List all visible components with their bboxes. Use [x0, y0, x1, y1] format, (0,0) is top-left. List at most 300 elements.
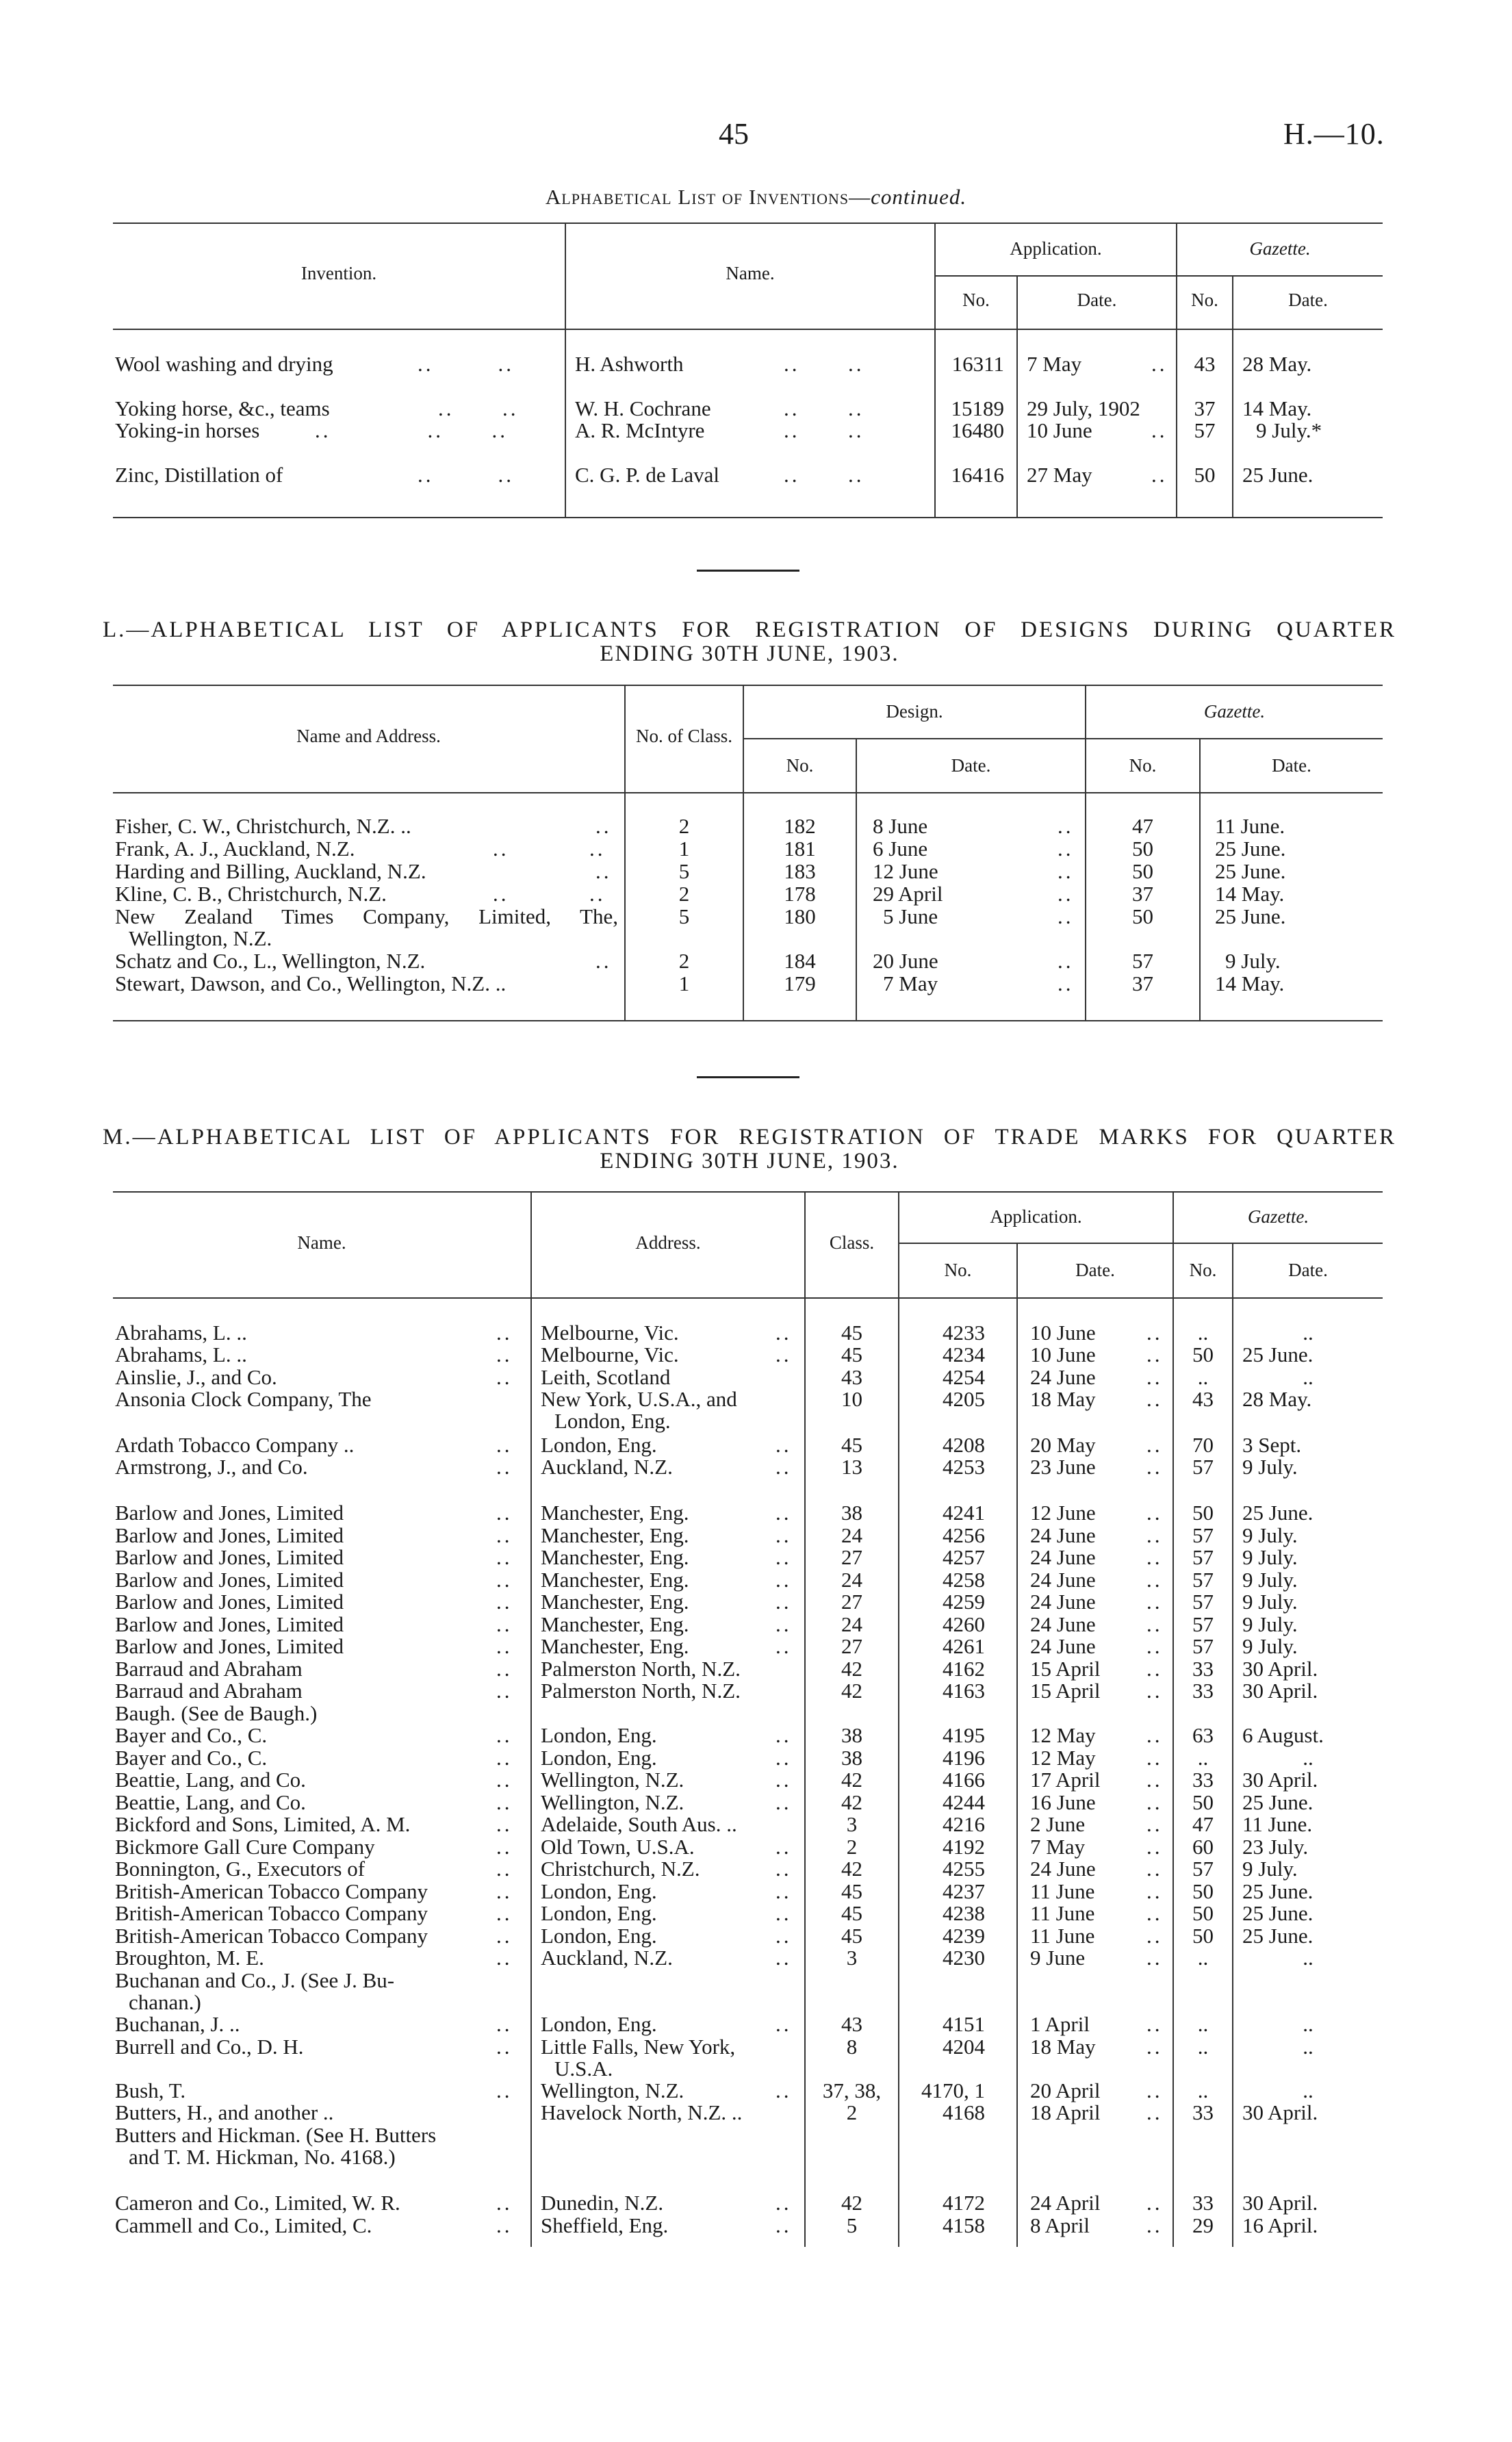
gaz-date-cell: .. — [1303, 2012, 1314, 2036]
app-date-cell: 8 April — [1030, 2213, 1090, 2237]
app-no-cell: 4195 — [943, 1723, 985, 1747]
designs-section-title: L.—ALPHABETICAL LIST OF APPLICANTS FOR REGISTRATION OF DESIGNS DURING QUARTER — [103, 618, 1396, 642]
app-date-cell: 24 June — [1030, 1545, 1096, 1569]
class-cell: 27 — [841, 1590, 862, 1614]
class-cell: 13 — [841, 1455, 862, 1479]
app-no-cell: 16480 — [951, 418, 1004, 442]
app-date-cell: 10 June — [1030, 1321, 1096, 1345]
header-name-address: Name and Address. — [296, 726, 441, 746]
class-cell: 10 — [841, 1387, 862, 1411]
leader-dots: .. — [776, 1857, 792, 1881]
class-cell: 43 — [841, 1365, 862, 1389]
leader-dots: .. — [776, 1924, 792, 1948]
gaz-no-cell: .. — [1197, 2078, 1209, 2102]
name-cell: Butters, H., and another .. — [115, 2100, 334, 2124]
invention-cell: Zinc, Distillation of — [115, 463, 283, 487]
gaz-no-cell: 57 — [1192, 1612, 1214, 1636]
gaz-date-cell: 3 Sept. — [1242, 1433, 1302, 1457]
address-cell: London, Eng. — [541, 1746, 657, 1770]
address-cell-continued: U.S.A. — [554, 2057, 613, 2081]
app-date-cell: 17 April — [1030, 1768, 1101, 1792]
gaz-no-cell: 50 — [1192, 1901, 1214, 1925]
app-date-cell: 24 June — [1030, 1612, 1096, 1636]
class-cell: 2 — [678, 882, 690, 906]
gaz-no-cell: 57 — [1192, 1857, 1214, 1881]
name-cell: W. H. Cochrane — [575, 396, 711, 420]
leader-dots: .. — [776, 2012, 792, 2036]
app-date-cell: 20 May — [1030, 1433, 1096, 1457]
app-no-cell: 4168 — [943, 2100, 985, 2124]
header-gaz-date: Date. — [1288, 290, 1328, 310]
leader-dots: .. — [776, 1768, 792, 1792]
leader-dots: .. — [776, 2213, 792, 2237]
gaz-no-cell: 57 — [1192, 1590, 1214, 1614]
name-cell: Buchanan, J. .. — [115, 2012, 240, 2036]
gaz-no-cell: 37 — [1194, 396, 1216, 420]
app-date-cell: 10 June — [1027, 418, 1092, 442]
header-class: Class. — [829, 1232, 875, 1253]
app-date-cell: 24 June — [1030, 1523, 1096, 1547]
name-cell: H. Ashworth — [575, 352, 684, 376]
class-cell: 2 — [678, 949, 690, 973]
gaz-no-cell: .. — [1197, 2035, 1209, 2059]
leader-dots: .. — [1146, 1679, 1163, 1703]
gaz-date-cell: .. — [1303, 1946, 1314, 1970]
leader-dots: .. — [496, 1879, 513, 1903]
gaz-date-cell: 25 June. — [1242, 1901, 1314, 1925]
class-cell: 42 — [841, 1679, 862, 1703]
page-title — [0, 185, 1512, 209]
class-cell: 24 — [841, 1568, 862, 1592]
address-cell: Havelock North, N.Z. .. — [541, 2100, 743, 2124]
app-no-cell: 4244 — [943, 1790, 985, 1814]
name-address-cell-continued: Wellington, N.Z. — [129, 926, 272, 950]
app-date-cell: 24 June — [1030, 1568, 1096, 1592]
name-cell: Broughton, M. E. — [115, 1946, 264, 1970]
leader-dots: .. — [776, 1835, 792, 1859]
leader-dots: .. — [1146, 2100, 1163, 2124]
app-no-cell: 4196 — [943, 1746, 985, 1770]
gaz-no-cell: 57 — [1194, 418, 1216, 442]
class-cell: 37, 38, — [822, 2078, 882, 2102]
leader-dots: .. — [496, 1901, 513, 1925]
name-cell-continued: chanan.) — [129, 1990, 201, 2014]
gaz-no-cell: 37 — [1132, 882, 1153, 906]
name-cell: Barlow and Jones, Limited — [115, 1590, 344, 1614]
leader-dots: .. — [776, 2078, 792, 2102]
gaz-date-cell: 9 July. — [1242, 1568, 1298, 1592]
leader-dots: .. — [496, 1768, 513, 1792]
leader-dots: .. — [1146, 1568, 1163, 1592]
leader-dots: .. — [1146, 1365, 1163, 1389]
app-date-cell: 24 June — [1030, 1634, 1096, 1658]
address-cell: Auckland, N.Z. — [541, 1455, 673, 1479]
leader-dots: .. — [496, 1946, 513, 1970]
leader-dots: .. — [776, 1523, 792, 1547]
class-cell: 45 — [841, 1321, 862, 1345]
header-application: Application. — [990, 1206, 1082, 1227]
app-no-cell: 4257 — [943, 1545, 985, 1569]
address-cell: Leith, Scotland — [541, 1365, 671, 1389]
design-no-cell: 183 — [784, 859, 816, 883]
app-date-cell: 7 May — [1030, 1835, 1086, 1859]
gaz-date-cell: 25 June. — [1242, 1790, 1314, 1814]
class-cell: 38 — [841, 1723, 862, 1747]
name-address-cell: Harding and Billing, Auckland, N.Z. — [115, 859, 426, 883]
leader-dots: .. — [1146, 2035, 1163, 2059]
leader-dots: .. — [496, 1545, 513, 1569]
gaz-no-cell: 50 — [1132, 859, 1153, 883]
leader-dots: .. — [1146, 1455, 1163, 1479]
leader-dots: .. — [1146, 1812, 1163, 1836]
leader-dots: .. — [1146, 2078, 1163, 2102]
app-date-cell: 24 June — [1030, 1857, 1096, 1881]
header-invention: Invention. — [300, 263, 377, 283]
name-address-cell: New Zealand Times Company, Limited, The, — [115, 904, 618, 928]
leader-dots: .. — [496, 1746, 513, 1770]
gaz-date-cell: 6 August. — [1242, 1723, 1324, 1747]
app-no-cell: 16311 — [951, 352, 1004, 376]
leader-dots: .. — [496, 1343, 513, 1366]
app-no-cell: 4253 — [943, 1455, 985, 1479]
address-cell: Auckland, N.Z. — [541, 1946, 673, 1970]
address-cell: London, Eng. — [541, 1879, 657, 1903]
design-no-cell: 182 — [784, 814, 816, 838]
app-no-cell: 4208 — [943, 1433, 985, 1457]
gaz-date-cell: 9 July. — [1242, 1634, 1298, 1658]
name-cell: Bickmore Gall Cure Company — [115, 1835, 375, 1859]
app-date-cell: 12 June — [1030, 1501, 1096, 1525]
name-cell: British-American Tobacco Company — [115, 1924, 428, 1948]
leader-dots: .. — [776, 1790, 792, 1814]
header-app-no: No. — [962, 290, 990, 310]
leader-dots: .. — [496, 1321, 513, 1345]
app-date-cell: 23 June — [1030, 1455, 1096, 1479]
trademarks-section-title: M.—ALPHABETICAL LIST OF APPLICANTS FOR REGISTRATION OF TRADE MARKS FOR QUARTER — [103, 1125, 1396, 1149]
address-cell: Manchester, Eng. — [541, 1612, 689, 1636]
design-date-cell: 5 June — [883, 904, 938, 928]
gaz-no-cell: 50 — [1132, 904, 1153, 928]
leader-dots: .. — [776, 1746, 792, 1770]
app-date-cell: 16 June — [1030, 1790, 1096, 1814]
leader-dots: .. — [776, 1321, 792, 1345]
invention-cell: Yoking-in horses — [115, 418, 260, 442]
header-name: Name. — [297, 1232, 346, 1253]
leader-dots: .. — [496, 1924, 513, 1948]
gaz-no-cell: 33 — [1192, 2191, 1214, 2215]
invention-cell: Wool washing and drying — [115, 352, 333, 376]
address-cell: Little Falls, New York, — [541, 2035, 736, 2059]
leader-dots: .. — [496, 1812, 513, 1836]
header-name: Name. — [726, 263, 775, 283]
trademarks-section-subtitle: ENDING 30TH JUNE, 1903. — [600, 1149, 899, 1173]
app-no-cell: 4205 — [943, 1387, 985, 1411]
gaz-no-cell: 43 — [1194, 352, 1216, 376]
class-cell: 45 — [841, 1879, 862, 1903]
gaz-date-cell: 16 April. — [1242, 2213, 1318, 2237]
leader-dots: .. — [1146, 1590, 1163, 1614]
gaz-no-cell: 33 — [1192, 1679, 1214, 1703]
header-application: Application. — [1010, 238, 1102, 259]
class-cell: 45 — [841, 1433, 862, 1457]
name-cell: Barlow and Jones, Limited — [115, 1523, 344, 1547]
leader-dots: .. — [496, 1433, 513, 1457]
gaz-date-cell: .. — [1303, 1365, 1314, 1389]
name-cell: Butters and Hickman. (See H. Butters — [115, 2123, 437, 2147]
name-cell: Barlow and Jones, Limited — [115, 1612, 344, 1636]
gaz-no-cell: 50 — [1192, 1343, 1214, 1366]
address-cell: Adelaide, South Aus. .. — [541, 1812, 737, 1836]
gaz-date-cell: 9 July.* — [1256, 418, 1322, 442]
app-no-cell: 4151 — [943, 2012, 985, 2036]
leader-dots: .. — [776, 2191, 792, 2215]
app-no-cell: 4260 — [943, 1612, 985, 1636]
address-cell-continued: London, Eng. — [554, 1409, 671, 1433]
name-cell: C. G. P. de Laval — [575, 463, 719, 487]
header-gazette: Gazette. — [1249, 238, 1311, 259]
header-gaz-no: No. — [1191, 290, 1218, 310]
name-cell-continued: and T. M. Hickman, No. 4168.) — [129, 2145, 396, 2169]
name-cell: Ansonia Clock Company, The — [115, 1387, 372, 1411]
leader-dots: .. — [1146, 1790, 1163, 1814]
name-cell: Ainslie, J., and Co. — [115, 1365, 277, 1389]
app-no-cell: 4158 — [943, 2213, 985, 2237]
name-cell: Abrahams, L. .. — [115, 1343, 247, 1366]
app-date-cell: 1 April — [1030, 2012, 1090, 2036]
gaz-date-cell: 23 July. — [1242, 1835, 1309, 1859]
app-date-cell: 11 June — [1030, 1901, 1095, 1925]
class-cell: 45 — [841, 1901, 862, 1925]
gaz-no-cell: 60 — [1192, 1835, 1214, 1859]
name-cell: Barraud and Abraham — [115, 1657, 303, 1681]
app-no-cell: 4258 — [943, 1568, 985, 1592]
gaz-no-cell: 70 — [1192, 1433, 1214, 1457]
gaz-date-cell: 14 May. — [1215, 882, 1285, 906]
gaz-no-cell: .. — [1197, 1946, 1209, 1970]
name-cell: Beattie, Lang, and Co. — [115, 1790, 306, 1814]
design-date-cell: 7 May — [883, 971, 938, 995]
name-cell: Bayer and Co., C. — [115, 1746, 268, 1770]
address-cell: Melbourne, Vic. — [541, 1321, 679, 1345]
class-cell: 3 — [846, 1812, 858, 1836]
leader-dots: .. — [496, 2035, 513, 2059]
gaz-date-cell: .. — [1303, 1321, 1314, 1345]
leader-dots: .. — [776, 1946, 792, 1970]
address-cell: London, Eng. — [541, 1924, 657, 1948]
header-app-date: Date. — [1075, 1260, 1115, 1280]
design-date-cell: 29 April — [873, 882, 943, 906]
class-cell: 27 — [841, 1545, 862, 1569]
leader-dots: .. — [1146, 2213, 1163, 2237]
leader-dots: .. — [776, 1455, 792, 1479]
leader-dots: .. — [1146, 1612, 1163, 1636]
name-cell: Bickford and Sons, Limited, A. M. — [115, 1812, 411, 1836]
class-cell: 42 — [841, 1857, 862, 1881]
gaz-date-cell: 30 April. — [1242, 1768, 1318, 1792]
name-cell: Barlow and Jones, Limited — [115, 1545, 344, 1569]
gaz-no-cell: 33 — [1192, 2100, 1214, 2124]
document-reference: H.—10. — [1283, 117, 1385, 151]
header-app-date: Date. — [1077, 290, 1117, 310]
leader-dots: .. — [776, 1501, 792, 1525]
name-cell: Barlow and Jones, Limited — [115, 1634, 344, 1658]
gaz-date-cell: 11 June. — [1242, 1812, 1313, 1836]
gaz-no-cell: 47 — [1192, 1812, 1214, 1836]
app-no-cell: 4163 — [943, 1679, 985, 1703]
gaz-date-cell: 11 June. — [1215, 814, 1285, 838]
app-no-cell: 4259 — [943, 1590, 985, 1614]
leader-dots: .. — [1146, 2012, 1163, 2036]
page-title-text: Alphabetical List of Inventions— — [545, 185, 871, 209]
header-address: Address. — [635, 1232, 701, 1253]
design-no-cell: 181 — [784, 837, 816, 861]
gaz-date-cell: 9 July. — [1225, 949, 1281, 973]
name-address-cell: Frank, A. J., Auckland, N.Z. — [115, 837, 355, 861]
design-date-cell: 12 June — [873, 859, 938, 883]
gaz-no-cell: 50 — [1192, 1879, 1214, 1903]
class-cell: 42 — [841, 1790, 862, 1814]
name-address-cell: Kline, C. B., Christchurch, N.Z. — [115, 882, 387, 906]
gaz-no-cell: 57 — [1132, 949, 1153, 973]
gaz-date-cell: .. — [1303, 2035, 1314, 2059]
leader-dots: .. — [1146, 1901, 1163, 1925]
class-cell: 38 — [841, 1746, 862, 1770]
app-date-cell: 27 May — [1027, 463, 1092, 487]
designs-section-subtitle: ENDING 30TH JUNE, 1903. — [600, 641, 899, 666]
app-date-cell: 11 June — [1030, 1924, 1095, 1948]
gaz-no-cell: 50 — [1192, 1924, 1214, 1948]
class-cell: 2 — [678, 814, 690, 838]
class-cell: 5 — [678, 859, 690, 883]
gaz-date-cell: 25 June. — [1242, 1343, 1314, 1366]
app-date-cell: 15 April — [1030, 1679, 1101, 1703]
leader-dots: .. — [496, 1501, 513, 1525]
class-cell: 42 — [841, 1657, 862, 1681]
gaz-no-cell: .. — [1197, 2012, 1209, 2036]
address-cell: Christchurch, N.Z. — [541, 1857, 700, 1881]
app-date-cell: 10 June — [1030, 1343, 1096, 1366]
invention-cell: Yoking horse, &c., teams — [115, 396, 330, 420]
gaz-date-cell: 28 May. — [1242, 1387, 1312, 1411]
section-divider — [697, 1076, 799, 1078]
leader-dots: .. — [1146, 1924, 1163, 1948]
gaz-date-cell: 25 June. — [1242, 1924, 1314, 1948]
gaz-date-cell: 30 April. — [1242, 1679, 1318, 1703]
address-cell: Manchester, Eng. — [541, 1545, 689, 1569]
app-no-cell: 4256 — [943, 1523, 985, 1547]
address-cell: Dunedin, N.Z. — [541, 2191, 664, 2215]
gaz-date-cell: 9 July. — [1242, 1612, 1298, 1636]
class-cell: 42 — [841, 2191, 862, 2215]
app-date-cell: 24 June — [1030, 1590, 1096, 1614]
address-cell: New York, U.S.A., and — [541, 1387, 737, 1411]
name-cell: Barraud and Abraham — [115, 1679, 303, 1703]
gaz-date-cell: 25 June. — [1242, 463, 1314, 487]
name-cell: Barlow and Jones, Limited — [115, 1568, 344, 1592]
leader-dots: .. — [496, 1857, 513, 1881]
header-gazette: Gazette. — [1203, 701, 1266, 722]
name-cell: British-American Tobacco Company — [115, 1901, 428, 1925]
class-cell: 2 — [846, 2100, 858, 2124]
page-title-continued: continued. — [871, 185, 967, 209]
app-date-cell: 7 May — [1027, 352, 1082, 376]
address-cell: Wellington, N.Z. — [541, 1790, 684, 1814]
gaz-no-cell: 50 — [1192, 1790, 1214, 1814]
design-no-cell: 179 — [784, 971, 816, 995]
header-design-no: No. — [786, 755, 814, 776]
gaz-no-cell: 47 — [1132, 814, 1153, 838]
name-cell: A. R. McIntyre — [575, 418, 705, 442]
address-cell: Wellington, N.Z. — [541, 1768, 684, 1792]
gaz-date-cell: 30 April. — [1242, 2100, 1318, 2124]
gaz-no-cell: .. — [1197, 1365, 1209, 1389]
app-no-cell: 4170, 1 — [921, 2078, 985, 2102]
app-no-cell: 4172 — [943, 2191, 985, 2215]
leader-dots: .. — [1146, 1433, 1163, 1457]
leader-dots: .. — [496, 1590, 513, 1614]
gaz-no-cell: 33 — [1192, 1657, 1214, 1681]
address-cell: Wellington, N.Z. — [541, 2078, 684, 2102]
leader-dots: .. — [1146, 1523, 1163, 1547]
leader-dots: .. — [776, 1879, 792, 1903]
name-cell: Buchanan and Co., J. (See J. Bu- — [115, 1968, 395, 1992]
header-gaz-no: No. — [1129, 755, 1157, 776]
gaz-date-cell: 25 June. — [1215, 859, 1286, 883]
gaz-no-cell: 33 — [1192, 1768, 1214, 1792]
design-no-cell: 178 — [784, 882, 816, 906]
leader-dots: .. — [776, 1634, 792, 1658]
leader-dots: .. — [776, 1612, 792, 1636]
app-date-cell: 11 June — [1030, 1879, 1095, 1903]
class-cell: 2 — [846, 1835, 858, 1859]
app-no-cell: 4216 — [943, 1812, 985, 1836]
leader-dots: .. — [776, 1901, 792, 1925]
header-no-class: No. of Class. — [636, 726, 732, 746]
name-address-cell: Fisher, C. W., Christchurch, N.Z. .. — [115, 814, 411, 838]
gaz-no-cell: 63 — [1192, 1723, 1214, 1747]
name-cell: Cammell and Co., Limited, C. — [115, 2213, 372, 2237]
design-date-cell: 6 June — [873, 837, 928, 861]
app-no-cell: 4166 — [943, 1768, 985, 1792]
address-cell: Manchester, Eng. — [541, 1590, 689, 1614]
leader-dots: .. — [496, 1523, 513, 1547]
design-no-cell: 184 — [784, 949, 816, 973]
address-cell: Palmerston North, N.Z. — [541, 1657, 741, 1681]
header-gaz-date: Date. — [1272, 755, 1311, 776]
app-date-cell: 20 April — [1030, 2078, 1101, 2102]
leader-dots: .. — [1146, 1857, 1163, 1881]
leader-dots: .. — [1146, 1501, 1163, 1525]
app-no-cell: 4239 — [943, 1924, 985, 1948]
name-address-cell: Schatz and Co., L., Wellington, N.Z. — [115, 949, 426, 973]
leader-dots: .. — [776, 1433, 792, 1457]
class-cell: 42 — [841, 1768, 862, 1792]
header-design: Design. — [886, 701, 943, 722]
gaz-no-cell: 57 — [1192, 1568, 1214, 1592]
app-no-cell: 4261 — [943, 1634, 985, 1658]
gaz-date-cell: 28 May. — [1242, 352, 1312, 376]
gaz-no-cell: 57 — [1192, 1545, 1214, 1569]
leader-dots: .. — [1146, 1746, 1163, 1770]
leader-dots: .. — [1146, 1321, 1163, 1345]
class-cell: 1 — [678, 837, 690, 861]
leader-dots: .. — [496, 1790, 513, 1814]
gaz-date-cell: 9 July. — [1242, 1455, 1298, 1479]
app-no-cell: 4230 — [943, 1946, 985, 1970]
class-cell: 5 — [846, 2213, 858, 2237]
app-no-cell: 15189 — [951, 396, 1004, 420]
gaz-date-cell: 9 July. — [1242, 1523, 1298, 1547]
